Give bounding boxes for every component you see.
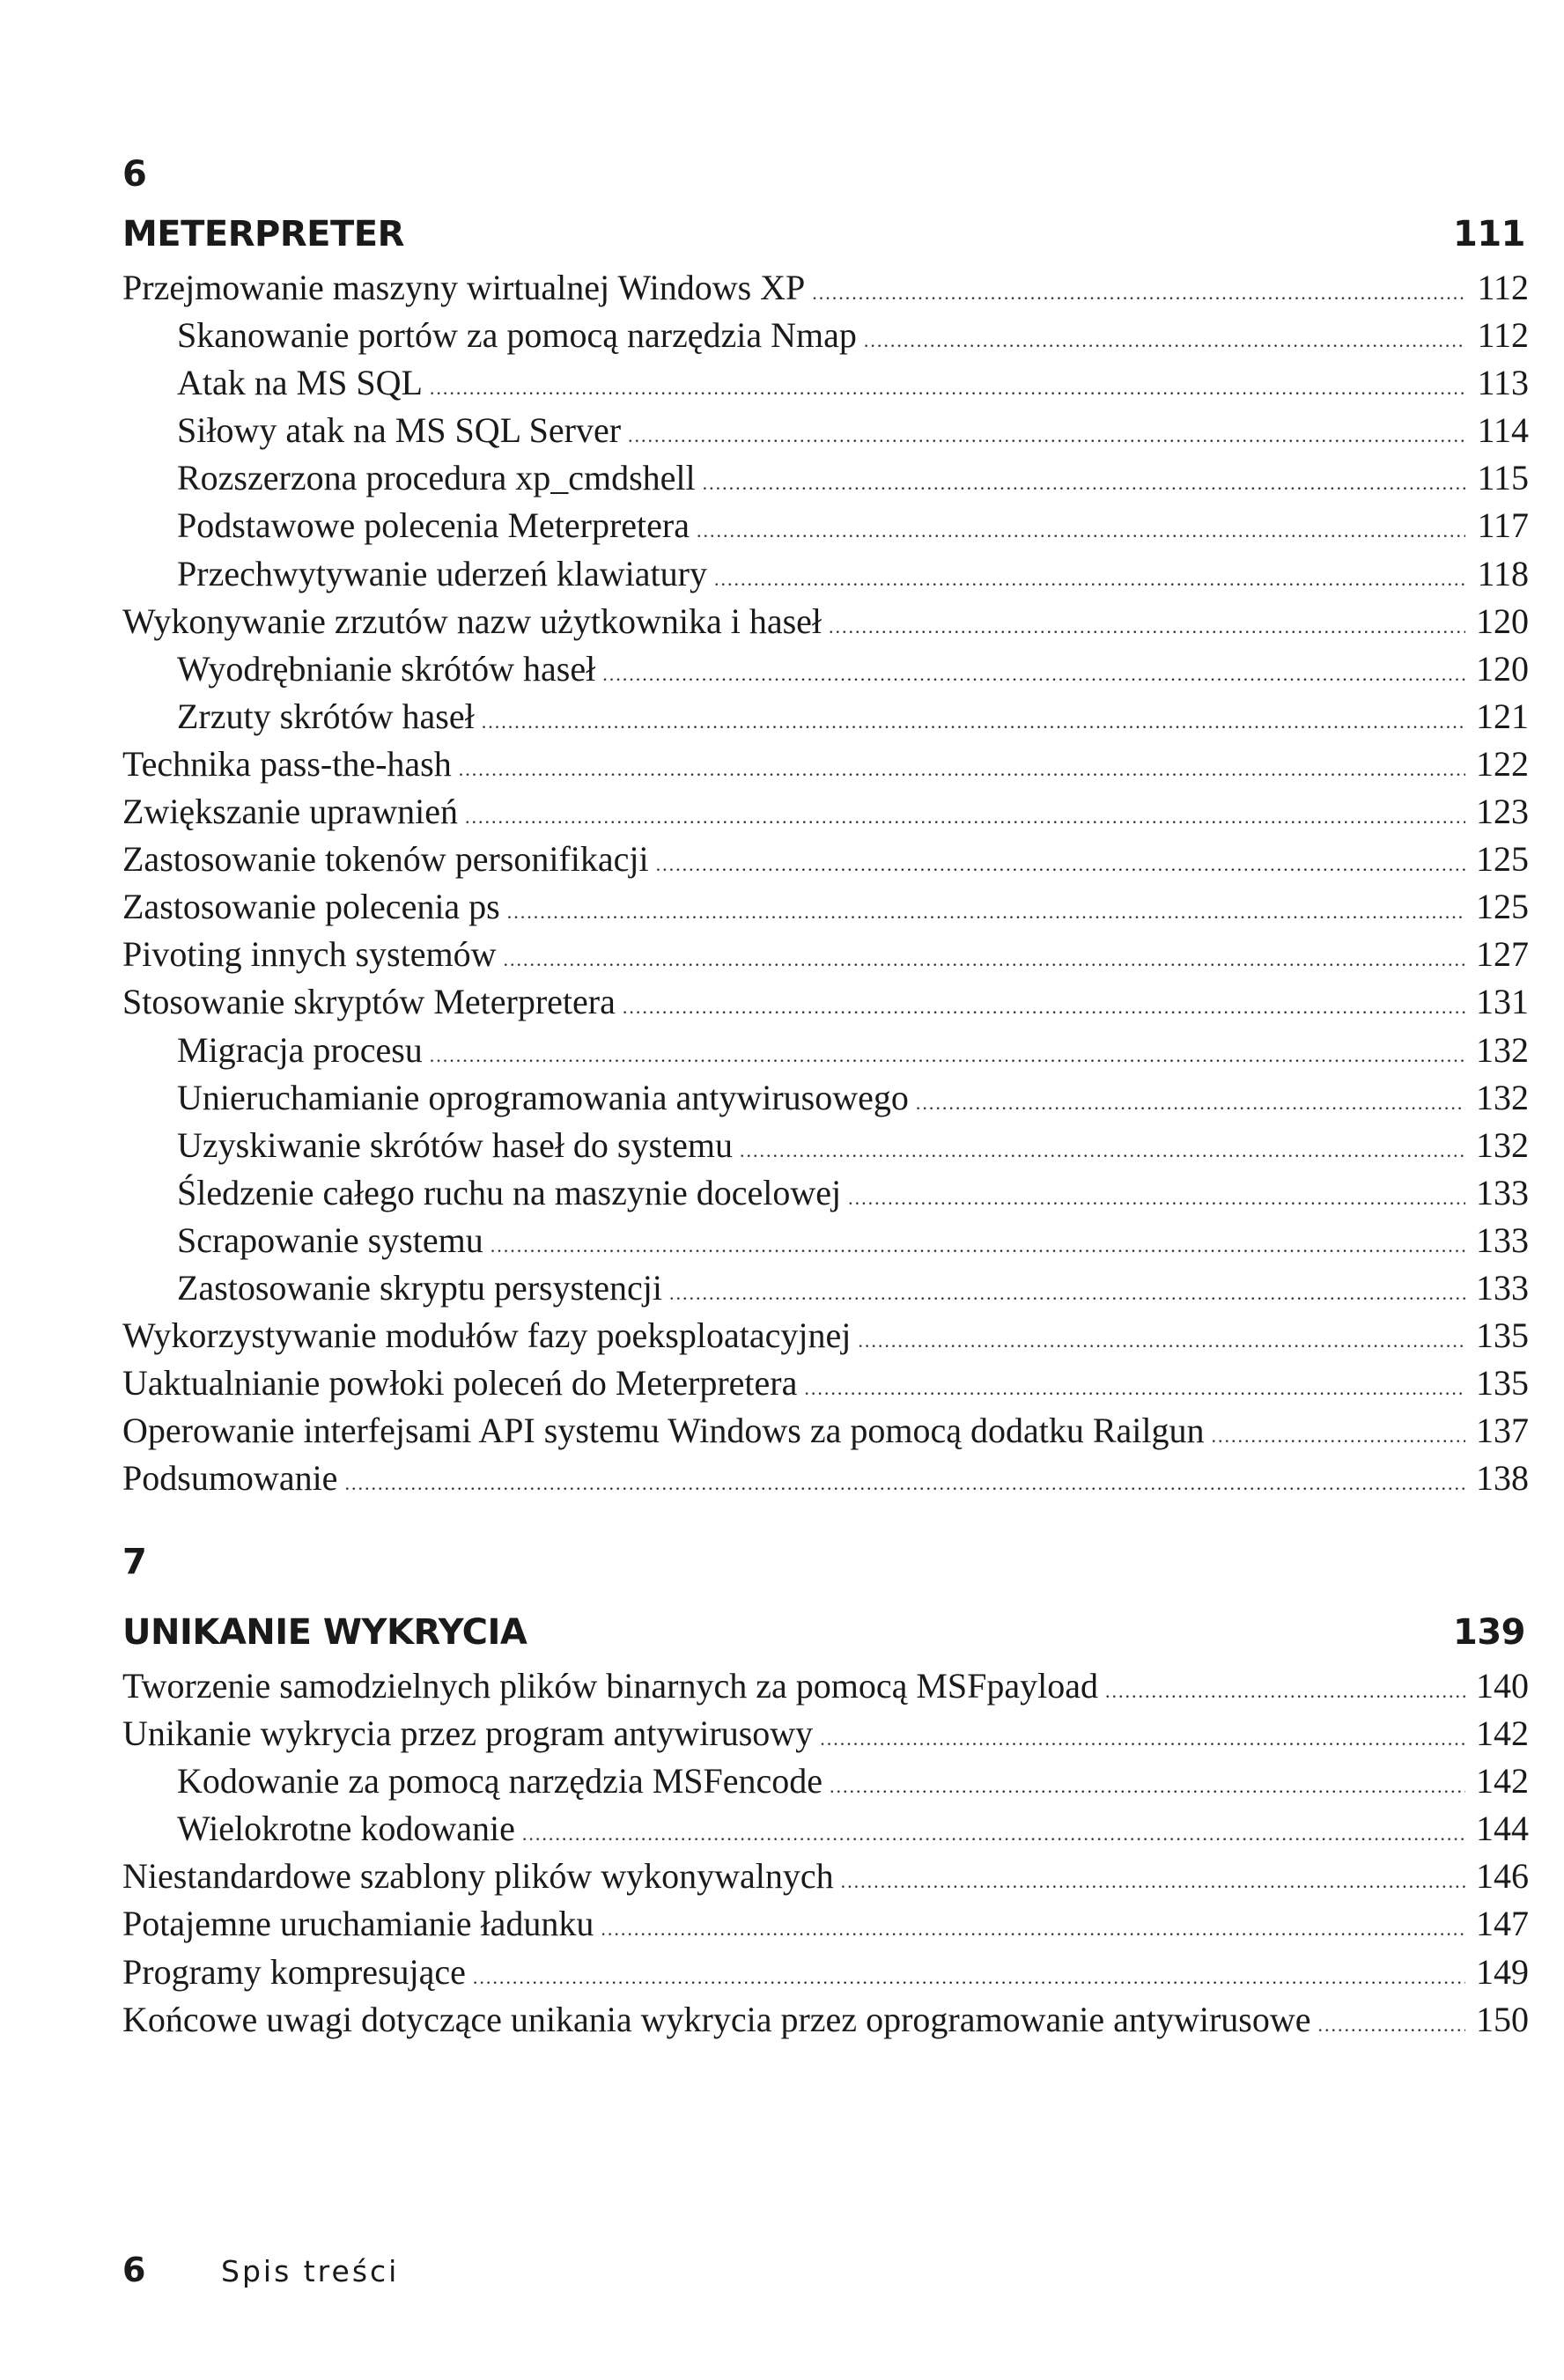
dot-leader xyxy=(864,317,1465,365)
toc-entry-page: 117 xyxy=(1477,505,1529,546)
dot-leader xyxy=(697,507,1465,555)
toc-entry-page: 113 xyxy=(1477,363,1529,403)
toc-entry-page: 132 xyxy=(1476,1077,1529,1117)
toc-entry-title: Zrzuty skrótów haseł xyxy=(177,696,475,736)
toc-entry-page: 114 xyxy=(1477,410,1529,451)
dot-leader xyxy=(820,1715,1465,1763)
dot-leader xyxy=(482,698,1465,746)
dot-leader xyxy=(344,1460,1465,1507)
toc-entry-title: Uaktualnianie powłoki poleceń do Meterpretera xyxy=(122,1363,798,1404)
toc-entry xyxy=(122,1710,1529,1757)
chapter-7-entries xyxy=(122,1662,1529,2044)
dot-leader xyxy=(623,984,1465,1031)
toc-entry xyxy=(122,836,1529,883)
footer-page-number: 6 xyxy=(122,2251,146,2289)
toc-entry-title: Przejmowanie maszyny wirtualnej Windows XP xyxy=(122,268,806,307)
dot-leader xyxy=(465,793,1465,841)
toc-entry xyxy=(122,883,1529,931)
toc-entry-page: 118 xyxy=(1477,553,1529,593)
dot-leader xyxy=(1317,2001,1465,2049)
toc-entry-title: Skanowanie portów za pomocą narzędzia Nmap xyxy=(177,315,857,356)
toc-entry-title: Kodowanie za pomocą narzędzia MSFencode xyxy=(177,1761,823,1802)
toc-entry-page: 125 xyxy=(1476,839,1529,880)
toc-entry xyxy=(122,1407,1529,1455)
toc-entry-title: Pivoting innych systemów xyxy=(122,934,497,975)
dot-leader xyxy=(740,1127,1465,1175)
toc-entry xyxy=(122,264,1529,312)
toc-entry xyxy=(122,741,1529,788)
dot-leader xyxy=(841,1858,1465,1905)
toc-entry-page: 150 xyxy=(1476,1999,1529,2039)
dot-leader xyxy=(430,1032,1465,1079)
chapter-heading xyxy=(122,1610,1529,1655)
toc-entry-page: 133 xyxy=(1476,1172,1529,1212)
dot-leader xyxy=(656,841,1465,888)
toc-entry-title: Wielokrotne kodowanie xyxy=(177,1809,515,1849)
toc-entry xyxy=(122,1455,1529,1502)
toc-entry-page: 132 xyxy=(1476,1124,1529,1165)
toc-entry-page: 146 xyxy=(1476,1856,1529,1897)
toc-entry-page: 115 xyxy=(1477,458,1529,498)
toc-entry xyxy=(122,1169,1529,1217)
toc-entry xyxy=(122,359,1529,407)
toc-entry-title: Wykorzystywanie modułów fazy poeksploatacyjnej xyxy=(122,1315,852,1356)
toc-entry-page: 121 xyxy=(1476,696,1529,736)
toc-entry xyxy=(122,1996,1529,2044)
toc-entry-page: 138 xyxy=(1476,1458,1529,1499)
toc-entry-page: 125 xyxy=(1476,887,1529,927)
dot-leader xyxy=(602,651,1465,698)
toc-entry-page: 122 xyxy=(1476,743,1529,784)
toc-entry-title: Wyodrębnianie skrótów haseł xyxy=(177,648,596,689)
footer-section-title: Spis treści xyxy=(221,2254,400,2288)
dot-leader xyxy=(628,412,1465,460)
chapter-number: 6 xyxy=(122,154,147,195)
toc-entry xyxy=(122,931,1529,978)
toc-entry xyxy=(122,1312,1529,1359)
toc-entry xyxy=(122,598,1529,645)
toc-entry-title: Podstawowe polecenia Meterpretera xyxy=(177,505,690,546)
toc-entry-title: Zastosowanie skryptu persystencji xyxy=(177,1267,662,1308)
chapter-7 xyxy=(122,1539,1529,2044)
toc-entry-title: Podsumowanie xyxy=(122,1458,338,1499)
toc-entry-page: 120 xyxy=(1476,601,1529,641)
dot-leader xyxy=(848,1175,1465,1222)
toc-entry-title: Uzyskiwanie skrótów haseł do systemu xyxy=(177,1124,734,1165)
toc-entry-title: Tworzenie samodzielnych plików binarnych za pomocą MSFpayload xyxy=(122,1666,1099,1706)
toc-entry xyxy=(122,502,1529,549)
toc-entry-title: Stosowanie skryptów Meterpretera xyxy=(122,982,616,1022)
toc-entry-page: 120 xyxy=(1476,648,1529,689)
toc-entry xyxy=(122,1264,1529,1312)
toc-entry-title: Programy kompresujące xyxy=(122,1951,466,1992)
dot-leader xyxy=(916,1079,1465,1127)
toc-entry xyxy=(122,1027,1529,1074)
chapter-page: 111 xyxy=(1453,214,1525,254)
chapter-title: UNIKANIE WYKRYCIA xyxy=(122,1612,527,1653)
toc-entry-title: Niestandardowe szablony plików wykonywalnych xyxy=(122,1856,834,1897)
toc-entry xyxy=(122,1662,1529,1710)
dot-leader xyxy=(1212,1412,1465,1460)
toc-entry xyxy=(122,1805,1529,1853)
toc-entry-page: 140 xyxy=(1476,1666,1529,1706)
toc-entry-page: 135 xyxy=(1476,1315,1529,1356)
toc-entry-page: 123 xyxy=(1476,792,1529,832)
dot-leader xyxy=(491,1222,1465,1270)
toc-entry-title: Zastosowanie polecenia ps xyxy=(122,887,500,927)
dot-leader xyxy=(430,365,1465,412)
toc-entry-title: Śledzenie całego ruchu na maszynie docelowej xyxy=(177,1172,842,1212)
toc-entry-title: Atak na MS SQL xyxy=(177,363,423,403)
dot-leader xyxy=(503,936,1465,984)
toc-entry-title: Operowanie interfejsami API systemu Windows za pomocą dodatku Railgun xyxy=(122,1411,1205,1451)
chapter-heading xyxy=(122,211,1529,257)
dot-leader xyxy=(830,1763,1465,1810)
toc-entry-page: 133 xyxy=(1476,1219,1529,1260)
toc-entry-page: 135 xyxy=(1476,1363,1529,1404)
toc-entry-title: Migracja procesu xyxy=(177,1029,423,1070)
page-footer xyxy=(122,2251,399,2295)
chapter-page: 139 xyxy=(1453,1612,1525,1653)
toc-entry xyxy=(122,1217,1529,1264)
toc-entry xyxy=(122,454,1529,502)
toc-entry-title: Końcowe uwagi dotyczące unikania wykrycia przez oprogramowanie antywirusowe xyxy=(122,1999,1311,2039)
toc-entry-title: Unikanie wykrycia przez program antywirusowy xyxy=(122,1713,814,1754)
toc-entry-title: Siłowy atak na MS SQL Server xyxy=(177,410,622,451)
toc-entry xyxy=(122,1359,1529,1407)
dot-leader xyxy=(858,1317,1465,1365)
toc-entry xyxy=(122,1122,1529,1169)
toc-entry-page: 112 xyxy=(1477,268,1529,307)
toc-entry-title: Unieruchamianie oprogramowania antywirusowego xyxy=(177,1077,909,1117)
chapter-6-entries xyxy=(122,264,1529,1502)
toc-entry-page: 144 xyxy=(1476,1809,1529,1849)
chapter-6 xyxy=(122,151,1529,1502)
toc-entry xyxy=(122,788,1529,836)
toc-entry xyxy=(122,645,1529,693)
dot-leader xyxy=(507,888,1465,936)
dot-leader xyxy=(703,460,1465,507)
toc-entry-page: 112 xyxy=(1477,315,1529,356)
dot-leader xyxy=(459,746,1465,793)
toc-entry-title: Zwiększanie uprawnień xyxy=(122,792,458,832)
toc-entry xyxy=(122,1900,1529,1948)
toc-entry-page: 127 xyxy=(1476,934,1529,975)
dot-leader xyxy=(829,603,1465,651)
toc-entry-page: 142 xyxy=(1476,1761,1529,1802)
toc-entry-title: Technika pass-the-hash xyxy=(122,743,452,784)
dot-leader xyxy=(669,1270,1465,1317)
toc-entry-title: Przechwytywanie uderzeń klawiatury xyxy=(177,553,707,593)
toc-entry-page: 142 xyxy=(1476,1713,1529,1754)
toc-entry-title: Scrapowanie systemu xyxy=(177,1219,483,1260)
toc-entry-page: 147 xyxy=(1476,1904,1529,1944)
toc-entry xyxy=(122,693,1529,741)
toc-entry-title: Potajemne uruchamianie ładunku xyxy=(122,1904,594,1944)
toc-entry xyxy=(122,312,1529,359)
chapter-number: 7 xyxy=(122,1542,147,1582)
toc-entry xyxy=(122,1074,1529,1122)
dot-leader xyxy=(1105,1668,1465,1715)
toc-entry-title: Rozszerzona procedura xp_cmdshell xyxy=(177,458,696,498)
toc-entry xyxy=(122,1853,1529,1900)
dot-leader xyxy=(714,556,1465,603)
dot-leader xyxy=(812,269,1465,317)
toc-entry xyxy=(122,1949,1529,1996)
toc-entry-title: Zastosowanie tokenów personifikacji xyxy=(122,839,649,880)
chapter-title: METERPRETER xyxy=(122,214,404,254)
toc-entry-page: 131 xyxy=(1476,982,1529,1022)
dot-leader xyxy=(522,1810,1465,1858)
toc-entry xyxy=(122,407,1529,454)
toc-entry xyxy=(122,978,1529,1026)
dot-leader xyxy=(804,1365,1465,1412)
dot-leader xyxy=(473,1954,1465,2001)
toc-entry-title: Wykonywanie zrzutów nazw użytkownika i haseł xyxy=(122,601,823,641)
dot-leader xyxy=(601,1905,1465,1953)
toc-entry-page: 149 xyxy=(1476,1951,1529,1992)
toc-entry-page: 133 xyxy=(1476,1267,1529,1308)
toc-entry xyxy=(122,1757,1529,1805)
toc-entry-page: 137 xyxy=(1476,1411,1529,1451)
toc-entry-page: 132 xyxy=(1476,1029,1529,1070)
toc-entry xyxy=(122,550,1529,598)
